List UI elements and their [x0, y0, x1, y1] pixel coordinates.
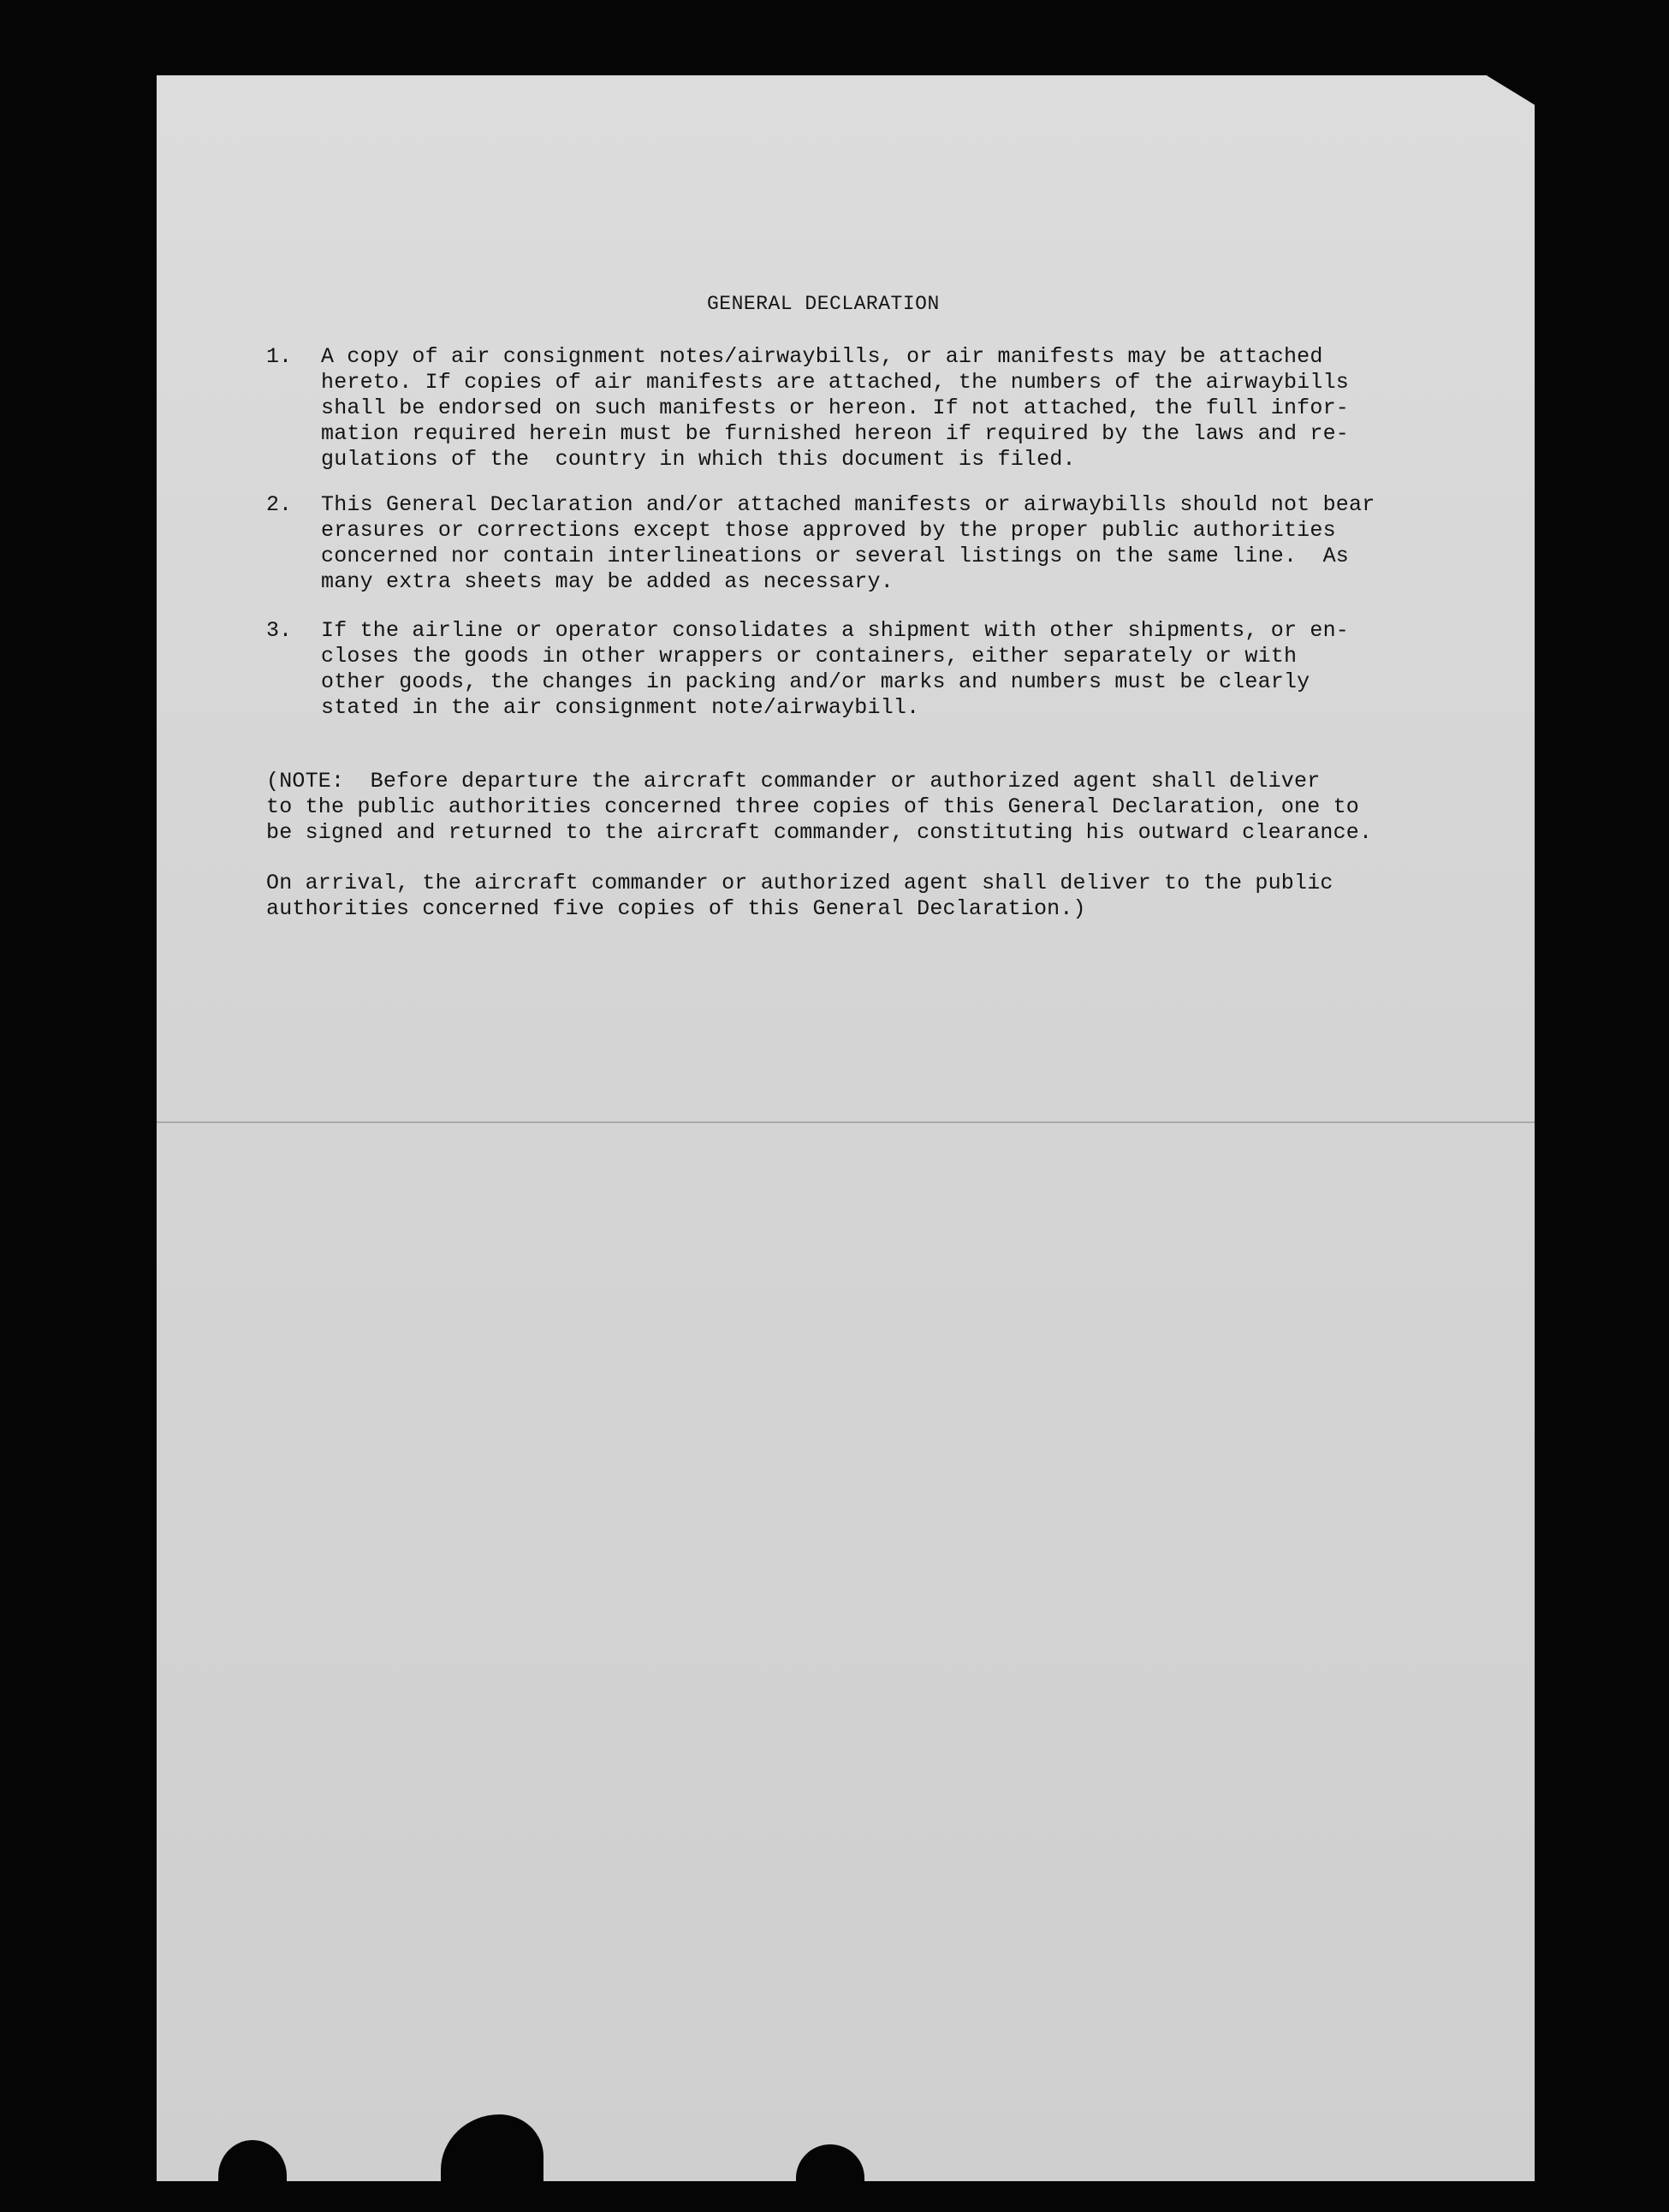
text-line: closes the goods in other wrappers or containers, either separately or with — [321, 644, 1298, 669]
item-3-text — [321, 618, 1399, 721]
text-line: gulations of the country in which this document is filed. — [321, 447, 1076, 472]
text-line: authorities concerned five copies of this General Declaration.) — [266, 896, 1086, 921]
text-line: concerned nor contain interlineations or several listings on the same line. As — [321, 544, 1349, 568]
edge-damage — [796, 2144, 864, 2212]
text-line: shall be endorsed on such manifests or hereon. If not attached, the full infor- — [321, 395, 1349, 420]
text-line: many extra sheets may be added as necessary. — [321, 569, 894, 594]
text-line: This General Declaration and/or attached manifests or airwaybills should not bear — [321, 492, 1375, 517]
fold-line — [157, 1121, 1535, 1123]
text-line: mation required herein must be furnished hereon if required by the laws and re- — [321, 421, 1349, 446]
note-text — [266, 769, 1405, 846]
item-number: 1. — [266, 344, 293, 369]
document-title: GENERAL DECLARATION — [707, 293, 940, 315]
edge-damage — [218, 2140, 287, 2212]
text-line: to the public authorities concerned three copies of this General Declaration, one to — [266, 794, 1360, 819]
text-line: stated in the air consignment note/airwaybill. — [321, 695, 920, 720]
text-line: be signed and returned to the aircraft commander, constituting his outward clearance. — [266, 820, 1373, 845]
item-number: 2. — [266, 492, 293, 517]
text-line: On arrival, the aircraft commander or authorized agent shall deliver to the public — [266, 871, 1333, 895]
text-line: A copy of air consignment notes/airwaybills, or air manifests may be attached — [321, 344, 1323, 369]
item-2-text — [321, 492, 1399, 595]
text-line: erasures or corrections except those approved by the proper public authorities — [321, 518, 1336, 543]
item-number: 3. — [266, 618, 293, 643]
arrival-text — [266, 871, 1405, 922]
text-line: If the airline or operator consolidates a shipment with other shipments, or en- — [321, 618, 1349, 643]
text-line: (NOTE: Before departure the aircraft commander or authorized agent shall deliver — [266, 769, 1321, 794]
item-1-text — [321, 344, 1399, 473]
text-line: hereto. If copies of air manifests are attached, the numbers of the airwaybills — [321, 370, 1349, 395]
text-line: other goods, the changes in packing and/or marks and numbers must be clearly — [321, 669, 1310, 694]
